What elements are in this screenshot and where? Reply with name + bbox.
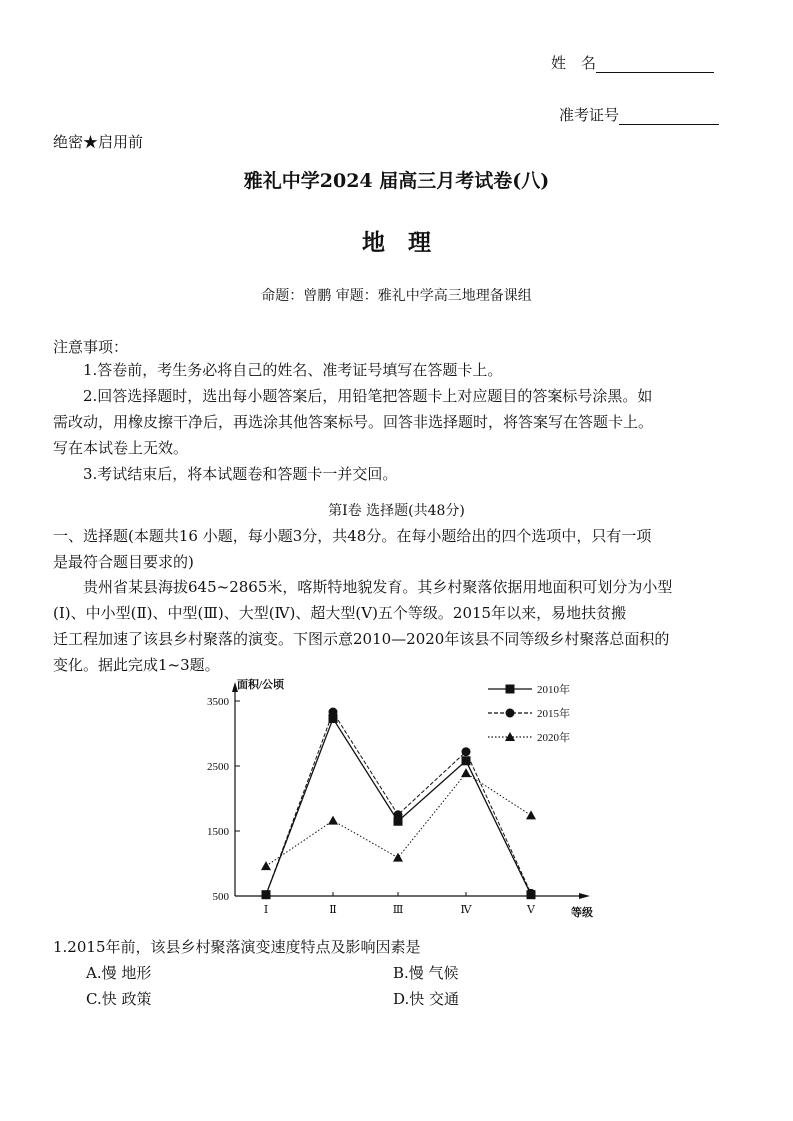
exam-id-label: 准考证号	[559, 106, 620, 124]
notes-heading: 注意事项：	[53, 338, 129, 356]
point-square	[462, 756, 471, 765]
name-blank	[596, 56, 714, 73]
legend-item	[488, 730, 570, 744]
subject-title: 地 理	[362, 229, 431, 256]
point-triangle	[461, 768, 471, 777]
passage-line: 变化。据此完成1~3题。	[53, 656, 220, 674]
point-square	[394, 817, 403, 826]
legend-label: 2020年	[537, 732, 570, 744]
x-tick-label: Ⅳ	[460, 904, 472, 916]
passage-line: 迁工程加速了该县乡村聚落的演变。下图示意2010—2020年该县不同等级乡村聚落总面积的	[53, 630, 670, 648]
option-c[interactable]: C.快 政策	[86, 990, 152, 1008]
legend-item	[488, 682, 570, 696]
paper-title: 雅礼中学2024 届高三月考试卷(八)	[243, 170, 550, 192]
x-tick-label: Ⅴ	[527, 904, 535, 916]
y-tick-label: 3500	[207, 696, 229, 708]
series-2010年	[262, 714, 536, 899]
x-tick-label: Ⅰ	[263, 904, 269, 916]
note-item: 1.答卷前，考生务必将自己的姓名、准考证号填写在答题卡上。	[83, 361, 503, 379]
x-tick-label: Ⅲ	[392, 904, 404, 916]
note-item: 需改动，用橡皮擦干净后，再选涂其他答案标号。回答非选择题时，将答案写在答题卡上。	[53, 413, 654, 431]
series-line	[266, 712, 531, 895]
legend-label: 2010年	[537, 684, 570, 696]
x-tick-label: Ⅱ	[329, 904, 337, 916]
name-label: 姓 名	[551, 54, 597, 72]
note-item: 3.考试结束后，将本试题卷和答题卡一并交回。	[83, 465, 398, 483]
point-triangle	[261, 861, 271, 870]
name-field	[551, 52, 714, 73]
notes-block	[53, 357, 743, 487]
section-intro	[53, 523, 753, 575]
option-d[interactable]: D.快 交通	[393, 990, 460, 1008]
point-triangle	[328, 816, 338, 825]
section-intro-line: 一、选择题(本题共16 小题，每小题3分，共48分。在每小题给出的四个选项中，只有一项	[53, 527, 652, 545]
point-circle	[506, 709, 515, 718]
question-1-stem: 1.2015年前，该县乡村聚落演变速度特点及影响因素是	[53, 938, 421, 956]
secret-label: 绝密★启用前	[53, 133, 144, 151]
point-circle	[462, 747, 471, 756]
x-axis-arrow	[579, 893, 590, 899]
credits-line: 命题：曾鹏 审题：雅礼中学高三地理备课组	[261, 288, 532, 304]
legend-item	[488, 706, 570, 720]
y-tick-label: 1500	[207, 826, 229, 838]
passage	[53, 574, 753, 678]
note-item: 写在本试卷上无效。	[53, 439, 189, 457]
point-triangle	[526, 810, 536, 819]
exam-id-blank	[619, 108, 719, 125]
point-square	[329, 714, 338, 723]
option-b[interactable]: B.慢 气候	[393, 964, 459, 982]
section-title: 第Ⅰ卷 选择题(共48分)	[328, 503, 465, 519]
note-item: 2.回答选择题时，选出每小题答案后，用铅笔把答题卡上对应题目的答案标号涂黑。如	[83, 387, 653, 405]
x-axis-label: 等级	[571, 907, 593, 919]
passage-line: 贵州省某县海拔645~2865米，喀斯特地貌发育。其乡村聚落依据用地面积可划分为小型	[83, 578, 673, 596]
point-square	[506, 685, 515, 694]
point-triangle	[393, 853, 403, 862]
point-square	[527, 890, 536, 899]
line-chart	[190, 676, 610, 926]
y-axis-label: 面积/公顷	[237, 679, 285, 691]
section-intro-line: 是最符合题目要求的)	[53, 553, 194, 571]
exam-id-field	[559, 104, 719, 125]
series-2015年	[262, 708, 536, 900]
y-tick-label: 2500	[207, 761, 229, 773]
passage-line: (Ⅰ)、中小型(Ⅱ)、中型(Ⅲ)、大型(Ⅳ)、超大型(Ⅴ)五个等级。2015年以来，易地扶贫搬	[53, 604, 627, 622]
point-square	[262, 890, 271, 899]
legend-label: 2015年	[537, 708, 570, 720]
option-a[interactable]: A.慢 地形	[86, 964, 152, 982]
y-tick-label: 500	[212, 891, 229, 903]
